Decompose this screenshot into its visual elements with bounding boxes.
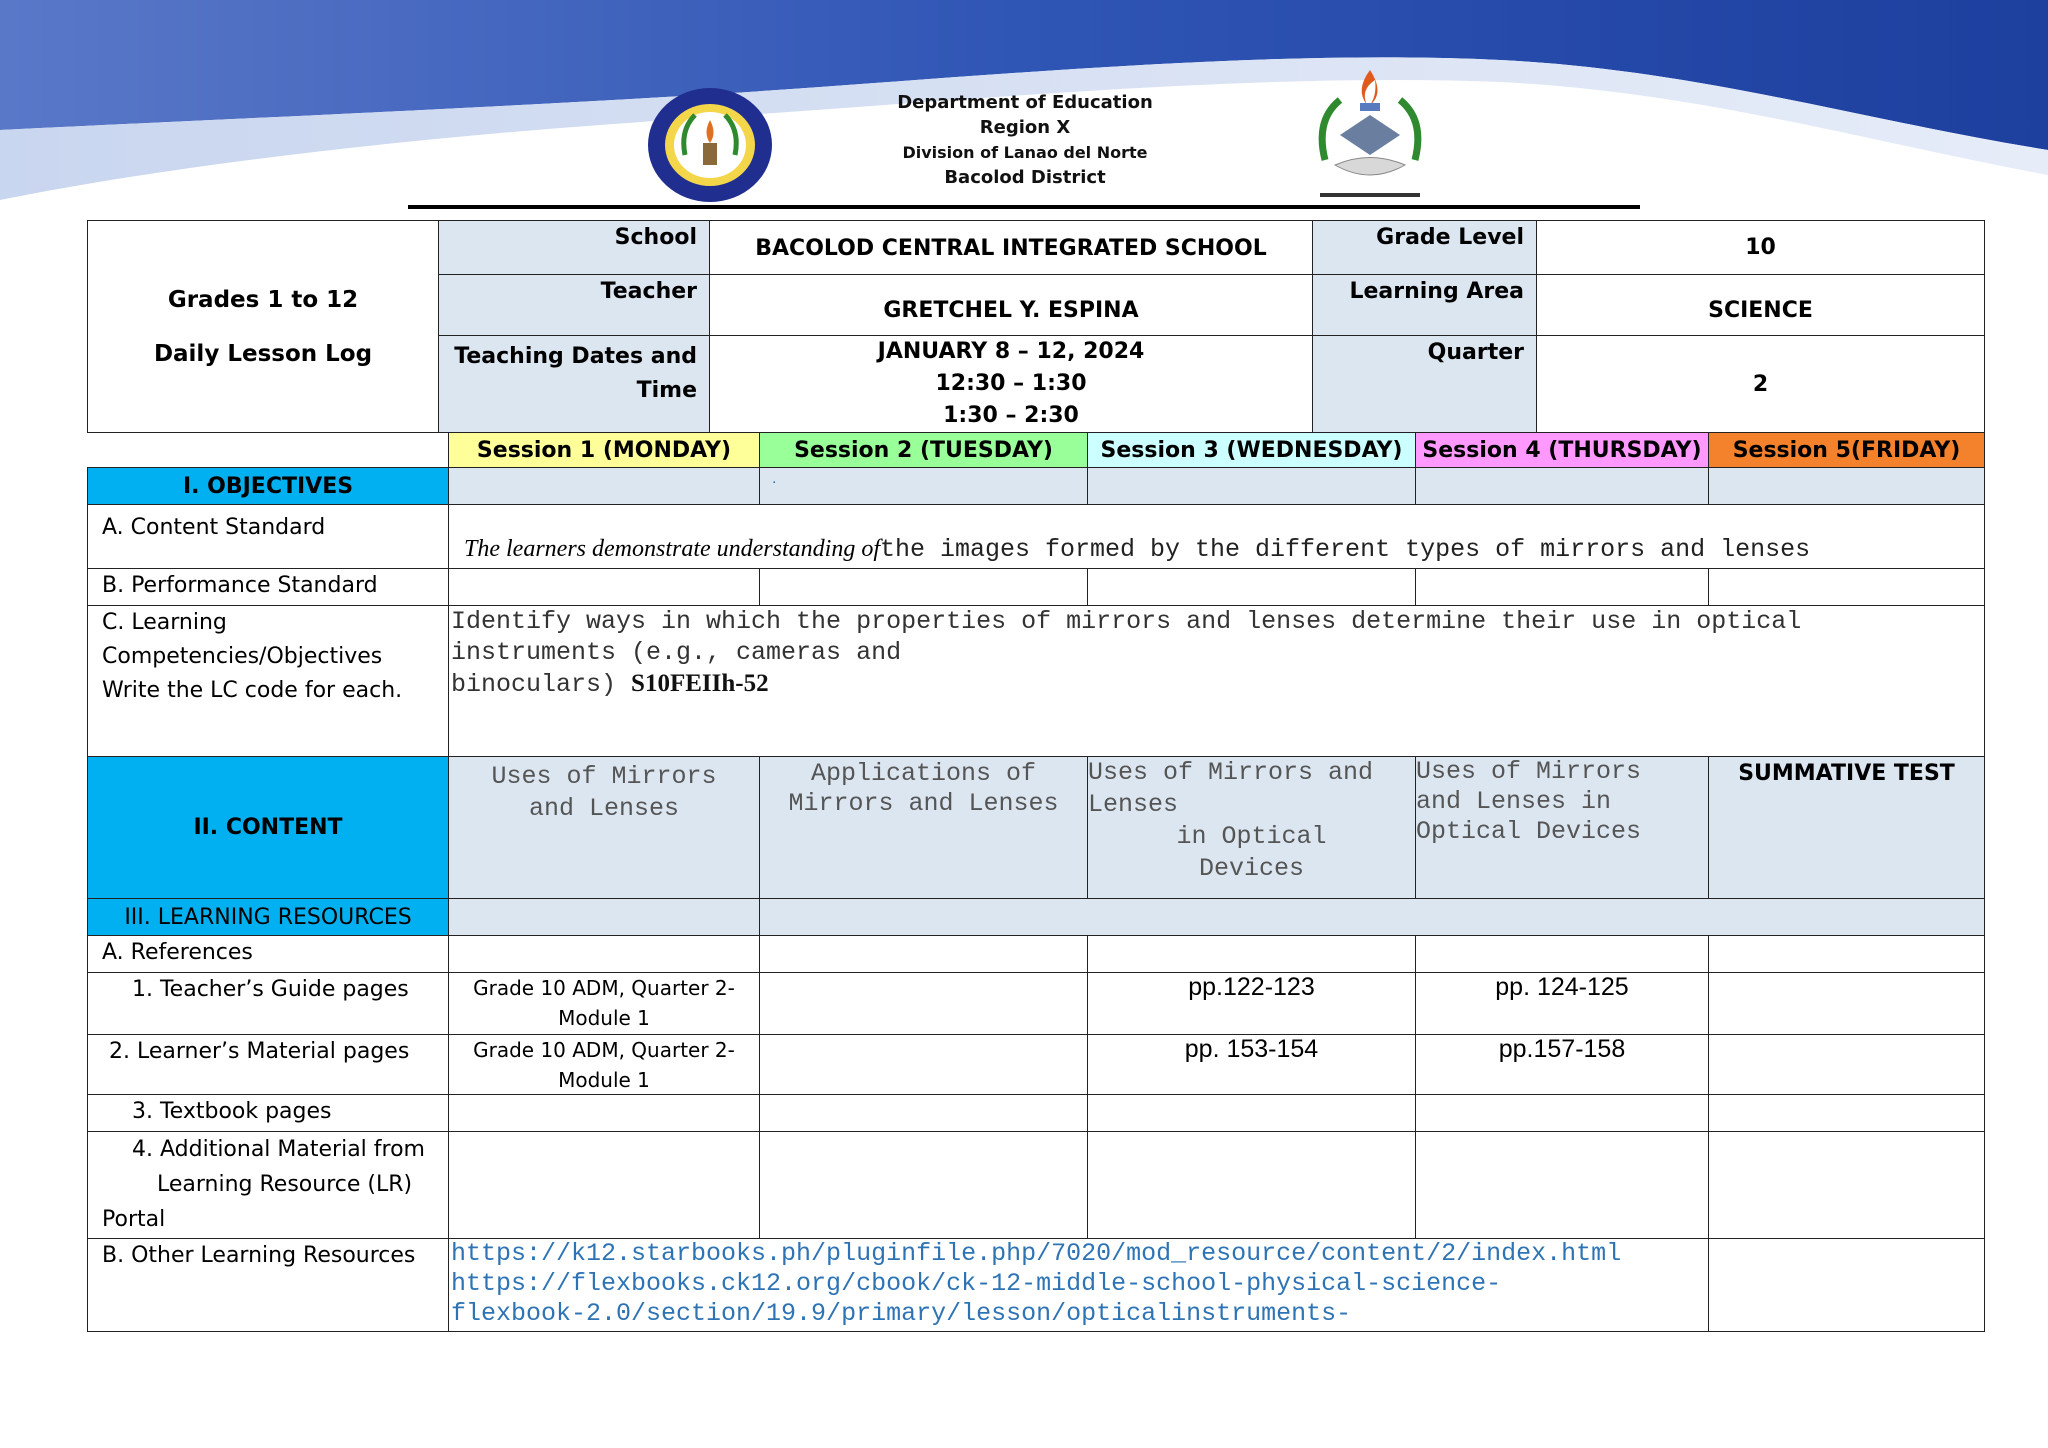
dates-label-line2: Time (636, 378, 697, 403)
header-divider-line (408, 205, 1640, 209)
teacher-value-cell (709, 274, 1313, 336)
resources-rest-cell (759, 898, 1985, 936)
textbook-s1-cell (448, 1094, 760, 1132)
other-resource-link-2[interactable]: https://flexbooks.ck12.org/cbook/ck-12-middle-school-physical-science- (451, 1269, 1502, 1298)
content-s3-line2: Lenses (1088, 790, 1179, 819)
other-resources-links-cell (448, 1238, 1709, 1332)
content-s3-line3: in Optical (1176, 822, 1327, 851)
dll-title-line2: Daily Lesson Log (153, 340, 373, 367)
dates-label-line1: Teaching Dates and (454, 344, 697, 369)
content-s2-cell (759, 756, 1088, 899)
competency-line3: binoculars) (451, 670, 617, 699)
quarter-label: Quarter (1427, 340, 1524, 365)
dates-value-line1: JANUARY 8 – 12, 2024 (877, 339, 1145, 364)
references-s3-cell (1087, 935, 1416, 973)
teacher-label: Teacher (600, 279, 697, 304)
content-s2-line1: Applications of (810, 759, 1037, 788)
school-seal-logo (645, 85, 775, 205)
competency-line2: instruments (e.g., cameras and (451, 638, 902, 667)
teachers-guide-s1-line1: Grade 10 ADM, Quarter 2- (473, 976, 735, 1000)
objectives-s2-dot: . (772, 470, 777, 487)
additional-material-s1-cell (448, 1131, 760, 1239)
quarter-value-cell (1536, 335, 1985, 433)
competency-line1: Identify ways in which the properties of mirrors and lenses determine their use in optical (451, 607, 1802, 636)
references-s4-cell (1415, 935, 1709, 973)
area-value-cell (1536, 274, 1985, 336)
content-s3-line4: Devices (1198, 854, 1305, 883)
content-s5-cell (1708, 756, 1985, 899)
learners-material-s4-pages: pp.157-158 (1498, 1035, 1626, 1063)
teachers-guide-label-cell (87, 972, 449, 1035)
content-standard-label-cell (87, 504, 449, 569)
content-s3-line1: Uses of Mirrors and (1088, 758, 1374, 787)
content-standard-italic: The learners demonstrate understanding of (464, 536, 880, 562)
teachers-guide-label: 1. Teacher’s Guide pages (132, 977, 409, 1002)
textbook-s4-cell (1415, 1094, 1709, 1132)
area-label: Learning Area (1349, 279, 1524, 304)
content-s4-line1: Uses of Mirrors (1416, 757, 1642, 786)
other-resource-link-1[interactable]: https://k12.starbooks.ph/pluginfile.php/7020/mod_resource/content/2/index.html (451, 1239, 1622, 1268)
district-name: Bacolod District (944, 167, 1106, 188)
school-label-cell (438, 220, 710, 275)
content-heading: II. CONTENT (193, 815, 343, 840)
objectives-heading: I. OBJECTIVES (182, 473, 354, 499)
session-4-label: Session 4 (THURSDAY) (1422, 437, 1702, 463)
teachers-guide-s5-cell (1708, 972, 1985, 1035)
school-value-cell (709, 220, 1313, 275)
dll-title-cell (87, 220, 439, 433)
performance-standard-label: B. Performance Standard (102, 573, 378, 598)
learners-material-s3-pages: pp. 153-154 (1184, 1035, 1319, 1063)
learners-material-s3-cell (1087, 1034, 1416, 1095)
division-seal-logo (1305, 65, 1435, 205)
textbook-s2-cell (759, 1094, 1088, 1132)
content-s1-cell (448, 756, 760, 899)
objectives-s5-cell (1708, 467, 1985, 505)
teacher-label-cell (438, 274, 710, 336)
learners-material-s1-line2: Module 1 (558, 1068, 650, 1092)
additional-material-label-line3: Portal (102, 1207, 166, 1232)
objectives-s1-cell (448, 467, 760, 505)
quarter-value: 2 (1752, 371, 1769, 397)
session-3-label: Session 3 (WEDNESDAY) (1100, 437, 1403, 463)
additional-material-label-cell (87, 1131, 449, 1239)
area-value: SCIENCE (1708, 297, 1813, 323)
additional-material-s4-cell (1415, 1131, 1709, 1239)
content-standard-value-cell (448, 504, 1985, 569)
other-resources-s5-cell (1708, 1238, 1985, 1332)
textbook-s3-cell (1087, 1094, 1416, 1132)
dates-value-line3: 1:30 – 2:30 (943, 403, 1079, 428)
additional-material-s3-cell (1087, 1131, 1416, 1239)
teachers-guide-s1-cell (448, 972, 760, 1035)
resources-heading: III. LEARNING RESOURCES (124, 904, 412, 930)
content-s2-line2: Mirrors and Lenses (788, 789, 1059, 818)
session-3-header (1087, 432, 1416, 468)
region-name: Region X (979, 117, 1071, 138)
department-name: Department of Education (897, 92, 1153, 113)
session-1-header (448, 432, 760, 468)
textbook-s5-cell (1708, 1094, 1985, 1132)
content-s4-line2: and Lenses in (1416, 787, 1612, 816)
session-5-label: Session 5(FRIDAY) (1732, 437, 1961, 463)
quarter-label-cell (1312, 335, 1537, 433)
learners-material-label: 2. Learner’s Material pages (109, 1039, 410, 1064)
grade-value: 10 (1745, 235, 1776, 260)
resources-heading-cell (87, 898, 449, 936)
performance-standard-label-cell (87, 568, 449, 606)
dates-label-cell (438, 335, 710, 433)
additional-material-s5-cell (1708, 1131, 1985, 1239)
learners-material-s1-cell (448, 1034, 760, 1095)
objectives-s2-cell (759, 467, 1088, 505)
resources-s1-cell (448, 898, 760, 936)
content-s4-line3: Optical Devices (1416, 817, 1642, 846)
division-name: Division of Lanao del Norte (902, 143, 1148, 162)
objectives-s4-cell (1415, 467, 1709, 505)
objectives-s3-cell (1087, 467, 1416, 505)
content-heading-cell (87, 756, 449, 899)
performance-s2-cell (759, 568, 1088, 606)
content-s3-cell (1087, 756, 1416, 899)
references-s1-cell (448, 935, 760, 973)
competency-code: S10FEIIh-52 (631, 670, 769, 697)
other-resources-label-cell (87, 1238, 449, 1332)
teachers-guide-s1-line2: Module 1 (558, 1006, 650, 1030)
other-resource-link-3[interactable]: flexbook-2.0/section/19.9/primary/lesson/opticalinstruments- (451, 1299, 1352, 1328)
learners-material-s2-cell (759, 1034, 1088, 1095)
performance-s3-cell (1087, 568, 1416, 606)
teachers-guide-s4-cell (1415, 972, 1709, 1035)
dates-value-line2: 12:30 – 1:30 (935, 371, 1087, 396)
area-label-cell (1312, 274, 1537, 336)
competencies-label-cell (87, 605, 449, 757)
teachers-guide-s2-cell (759, 972, 1088, 1035)
content-s1-line2: and Lenses (528, 794, 680, 823)
textbook-label-cell (87, 1094, 449, 1132)
performance-s4-cell (1415, 568, 1709, 606)
textbook-label: 3. Textbook pages (132, 1099, 332, 1124)
session-1-label: Session 1 (MONDAY) (476, 437, 732, 463)
additional-material-label-line1: 4. Additional Material from (132, 1137, 425, 1162)
grade-label: Grade Level (1376, 225, 1524, 250)
content-s5-summative: SUMMATIVE TEST (1738, 761, 1955, 786)
grade-label-cell (1312, 220, 1537, 275)
teacher-value: GRETCHEL Y. ESPINA (883, 297, 1139, 323)
session-2-label: Session 2 (TUESDAY) (794, 437, 1053, 463)
teachers-guide-s3-cell (1087, 972, 1416, 1035)
learners-material-s4-cell (1415, 1034, 1709, 1095)
other-resources-label: B. Other Learning Resources (102, 1243, 416, 1268)
objectives-heading-cell (87, 467, 449, 505)
dates-value-cell (709, 335, 1313, 433)
learners-material-s1-line1: Grade 10 ADM, Quarter 2- (473, 1038, 735, 1062)
session-2-header (759, 432, 1088, 468)
references-label-cell (87, 935, 449, 973)
competencies-label-line1: C. Learning (102, 610, 227, 635)
references-s2-cell (759, 935, 1088, 973)
competencies-value-cell (448, 605, 1985, 757)
school-value: BACOLOD CENTRAL INTEGRATED SCHOOL (755, 236, 1267, 261)
additional-material-label-line2: Learning Resource (LR) (157, 1172, 413, 1197)
performance-s5-cell (1708, 568, 1985, 606)
session-5-header (1708, 432, 1985, 468)
additional-material-s2-cell (759, 1131, 1088, 1239)
teachers-guide-s4-pages: pp. 124-125 (1495, 973, 1629, 1001)
content-s1-line1: Uses of Mirrors (491, 762, 717, 791)
content-standard-rest: the images formed by the different types of mirrors and lenses (879, 535, 1811, 564)
grade-value-cell (1536, 220, 1985, 275)
teachers-guide-s3-pages: pp.122-123 (1188, 973, 1315, 1001)
references-label: A. References (102, 940, 253, 965)
performance-s1-cell (448, 568, 760, 606)
references-s5-cell (1708, 935, 1985, 973)
session-4-header (1415, 432, 1709, 468)
competencies-label-line2: Competencies/Objectives (102, 644, 383, 669)
school-label: School (614, 225, 697, 250)
dll-title-line1: Grades 1 to 12 (167, 286, 359, 313)
content-s4-cell (1415, 756, 1709, 899)
learners-material-label-cell (87, 1034, 449, 1095)
competencies-label-line3: Write the LC code for each. (102, 678, 403, 703)
content-standard-label: A. Content Standard (102, 515, 326, 540)
learners-material-s5-cell (1708, 1034, 1985, 1095)
